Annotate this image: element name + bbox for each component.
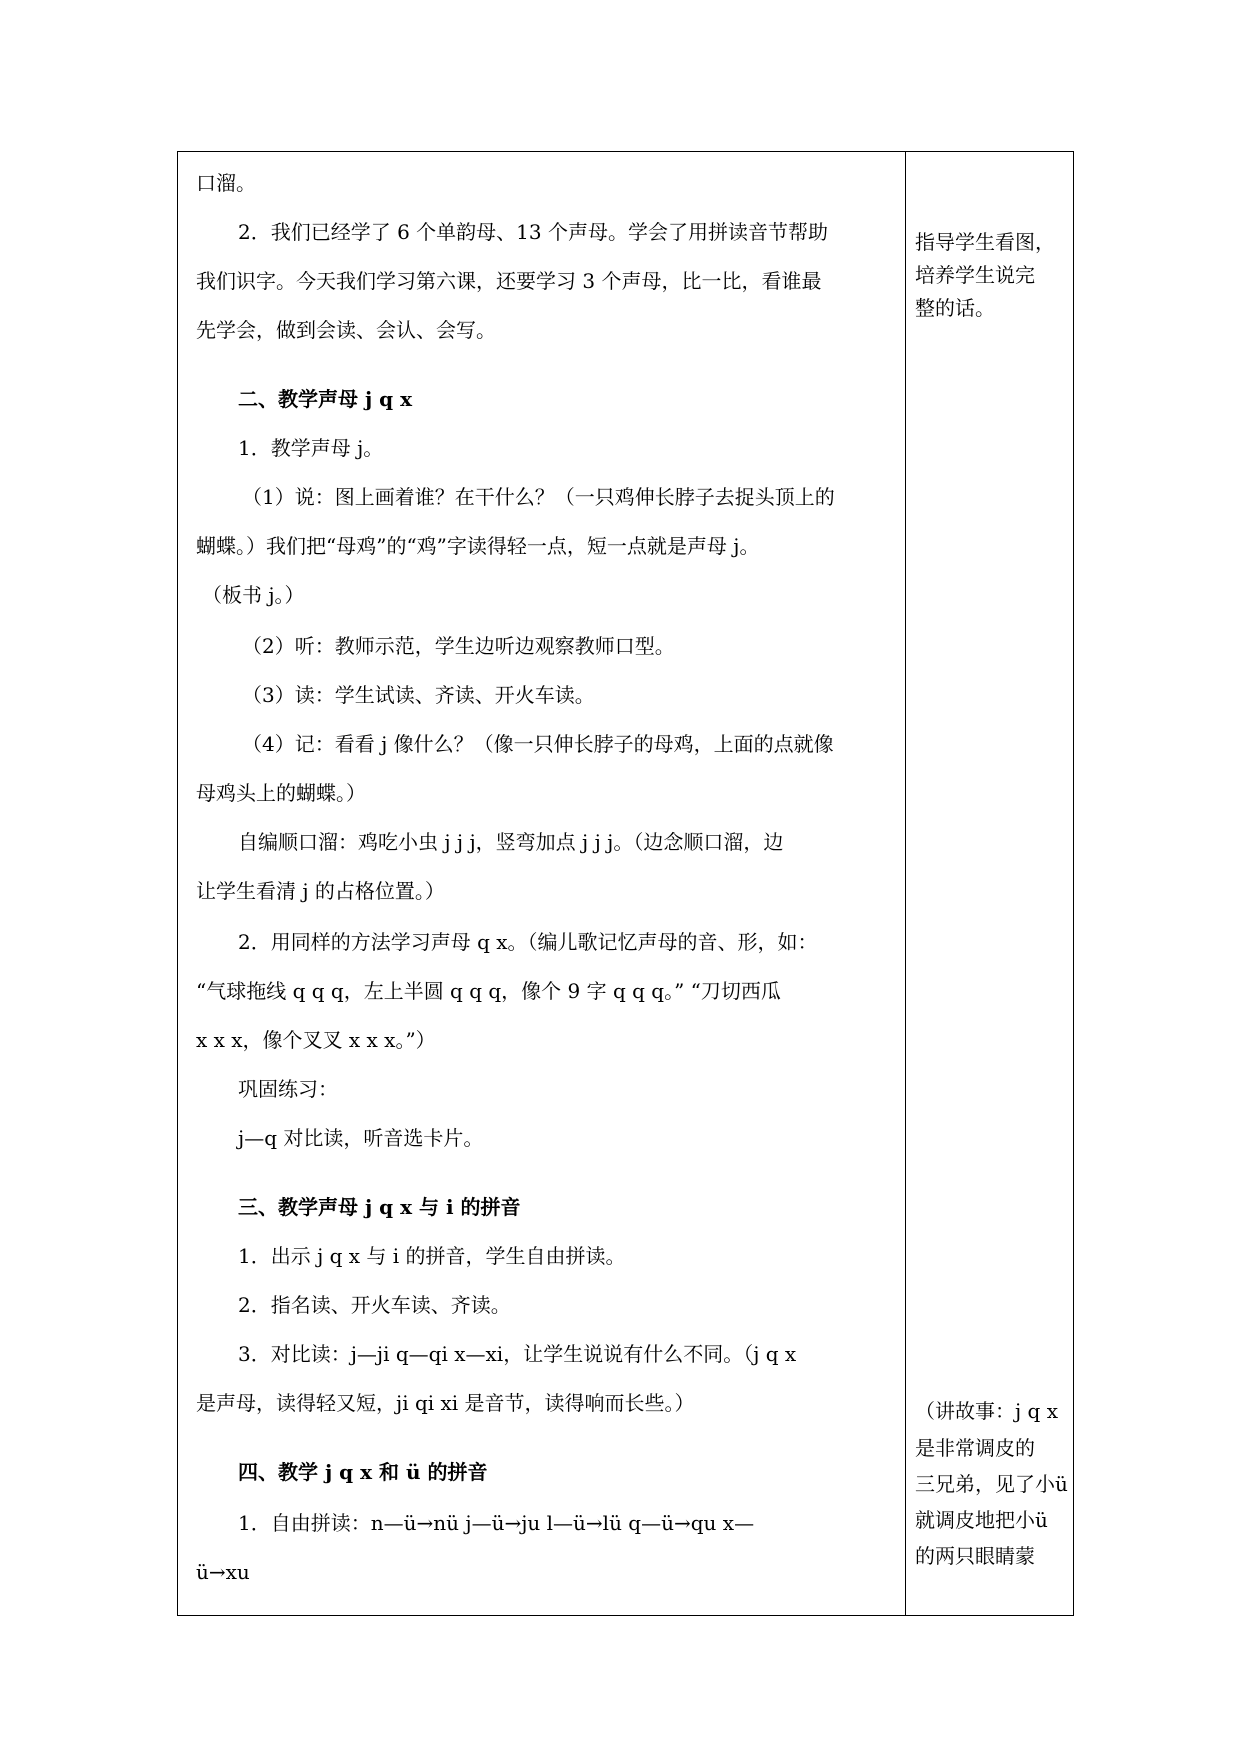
content-line: （2）听：教师示范，学生边听边观察教师口型。	[242, 634, 675, 658]
content-line: ü→xu	[196, 1560, 250, 1584]
content-line: 1．出示 j q x 与 i 的拼音，学生自由拼读。	[238, 1244, 626, 1268]
content-line: 口溜。	[196, 171, 256, 195]
lesson-table	[177, 151, 1074, 1616]
content-line: “气球拖线 q q q，左上半圆 q q q，像个 9 字 q q q。” “刀切西瓜	[196, 979, 781, 1003]
content-line: （3）读：学生试读、齐读、开火车读。	[242, 683, 595, 707]
content-line: 先学会，做到会读、会认、会写。	[196, 318, 496, 342]
content-line: 是声母，读得轻又短，ji qi xi 是音节，读得响而长些。）	[196, 1391, 695, 1415]
content-line: 2．我们已经学了 6 个单韵母、13 个声母。学会了用拼读音节帮助	[238, 220, 828, 244]
note-line: 整的话。	[915, 296, 995, 320]
content-line: （4）记：看看 j 像什么？（像一只伸长脖子的母鸡，上面的点就像	[242, 732, 834, 756]
content-line: 1．教学声母 j。	[238, 436, 384, 460]
note-line: 的两只眼睛蒙	[915, 1544, 1035, 1568]
content-line: 母鸡头上的蝴蝶。）	[196, 781, 366, 805]
note-line: 指导学生看图，	[915, 230, 1055, 254]
content-line: 2．指名读、开火车读、齐读。	[238, 1293, 511, 1317]
content-line: x x x，像个叉叉 x x x。”）	[196, 1028, 436, 1052]
section-heading: 三、教学声母 j q x 与 i 的拼音	[238, 1195, 521, 1219]
note-line: 培养学生说完	[915, 263, 1035, 287]
note-line: 是非常调皮的	[915, 1436, 1035, 1460]
content-line: 蝴蝶。）我们把“母鸡”的“鸡”字读得轻一点，短一点就是声母 j。	[196, 534, 760, 558]
column-divider	[905, 152, 906, 1615]
content-line: 3．对比读：j—ji q—qi x—xi，让学生说说有什么不同。（j q x	[238, 1342, 797, 1366]
content-line: 自编顺口溜：鸡吃小虫 j j j，竖弯加点 j j j。（边念顺口溜，边	[238, 830, 784, 854]
section-heading: 二、教学声母 j q x	[238, 387, 413, 411]
note-line: 就调皮地把小ü	[915, 1508, 1048, 1532]
content-line: j—q 对比读，听音选卡片。	[238, 1126, 484, 1150]
content-line: 1．自由拼读：n—ü→nü j—ü→ju l—ü→lü q—ü→qu x—	[238, 1511, 755, 1535]
content-line: （板书 j。）	[202, 583, 305, 607]
note-line: 三兄弟，见了小ü	[915, 1472, 1068, 1496]
section-heading: 四、教学 j q x 和 ü 的拼音	[238, 1460, 488, 1484]
content-line: 我们识字。今天我们学习第六课，还要学习 3 个声母，比一比，看谁最	[196, 269, 822, 293]
content-line: 让学生看清 j 的占格位置。）	[196, 879, 445, 903]
note-line: （讲故事：j q x	[915, 1399, 1058, 1423]
content-line: 2．用同样的方法学习声母 q x。（编儿歌记忆声母的音、形，如：	[238, 930, 818, 954]
content-line: （1）说：图上画着谁？在干什么？（一只鸡伸长脖子去捉头顶上的	[242, 485, 835, 509]
content-line: 巩固练习：	[238, 1077, 338, 1101]
